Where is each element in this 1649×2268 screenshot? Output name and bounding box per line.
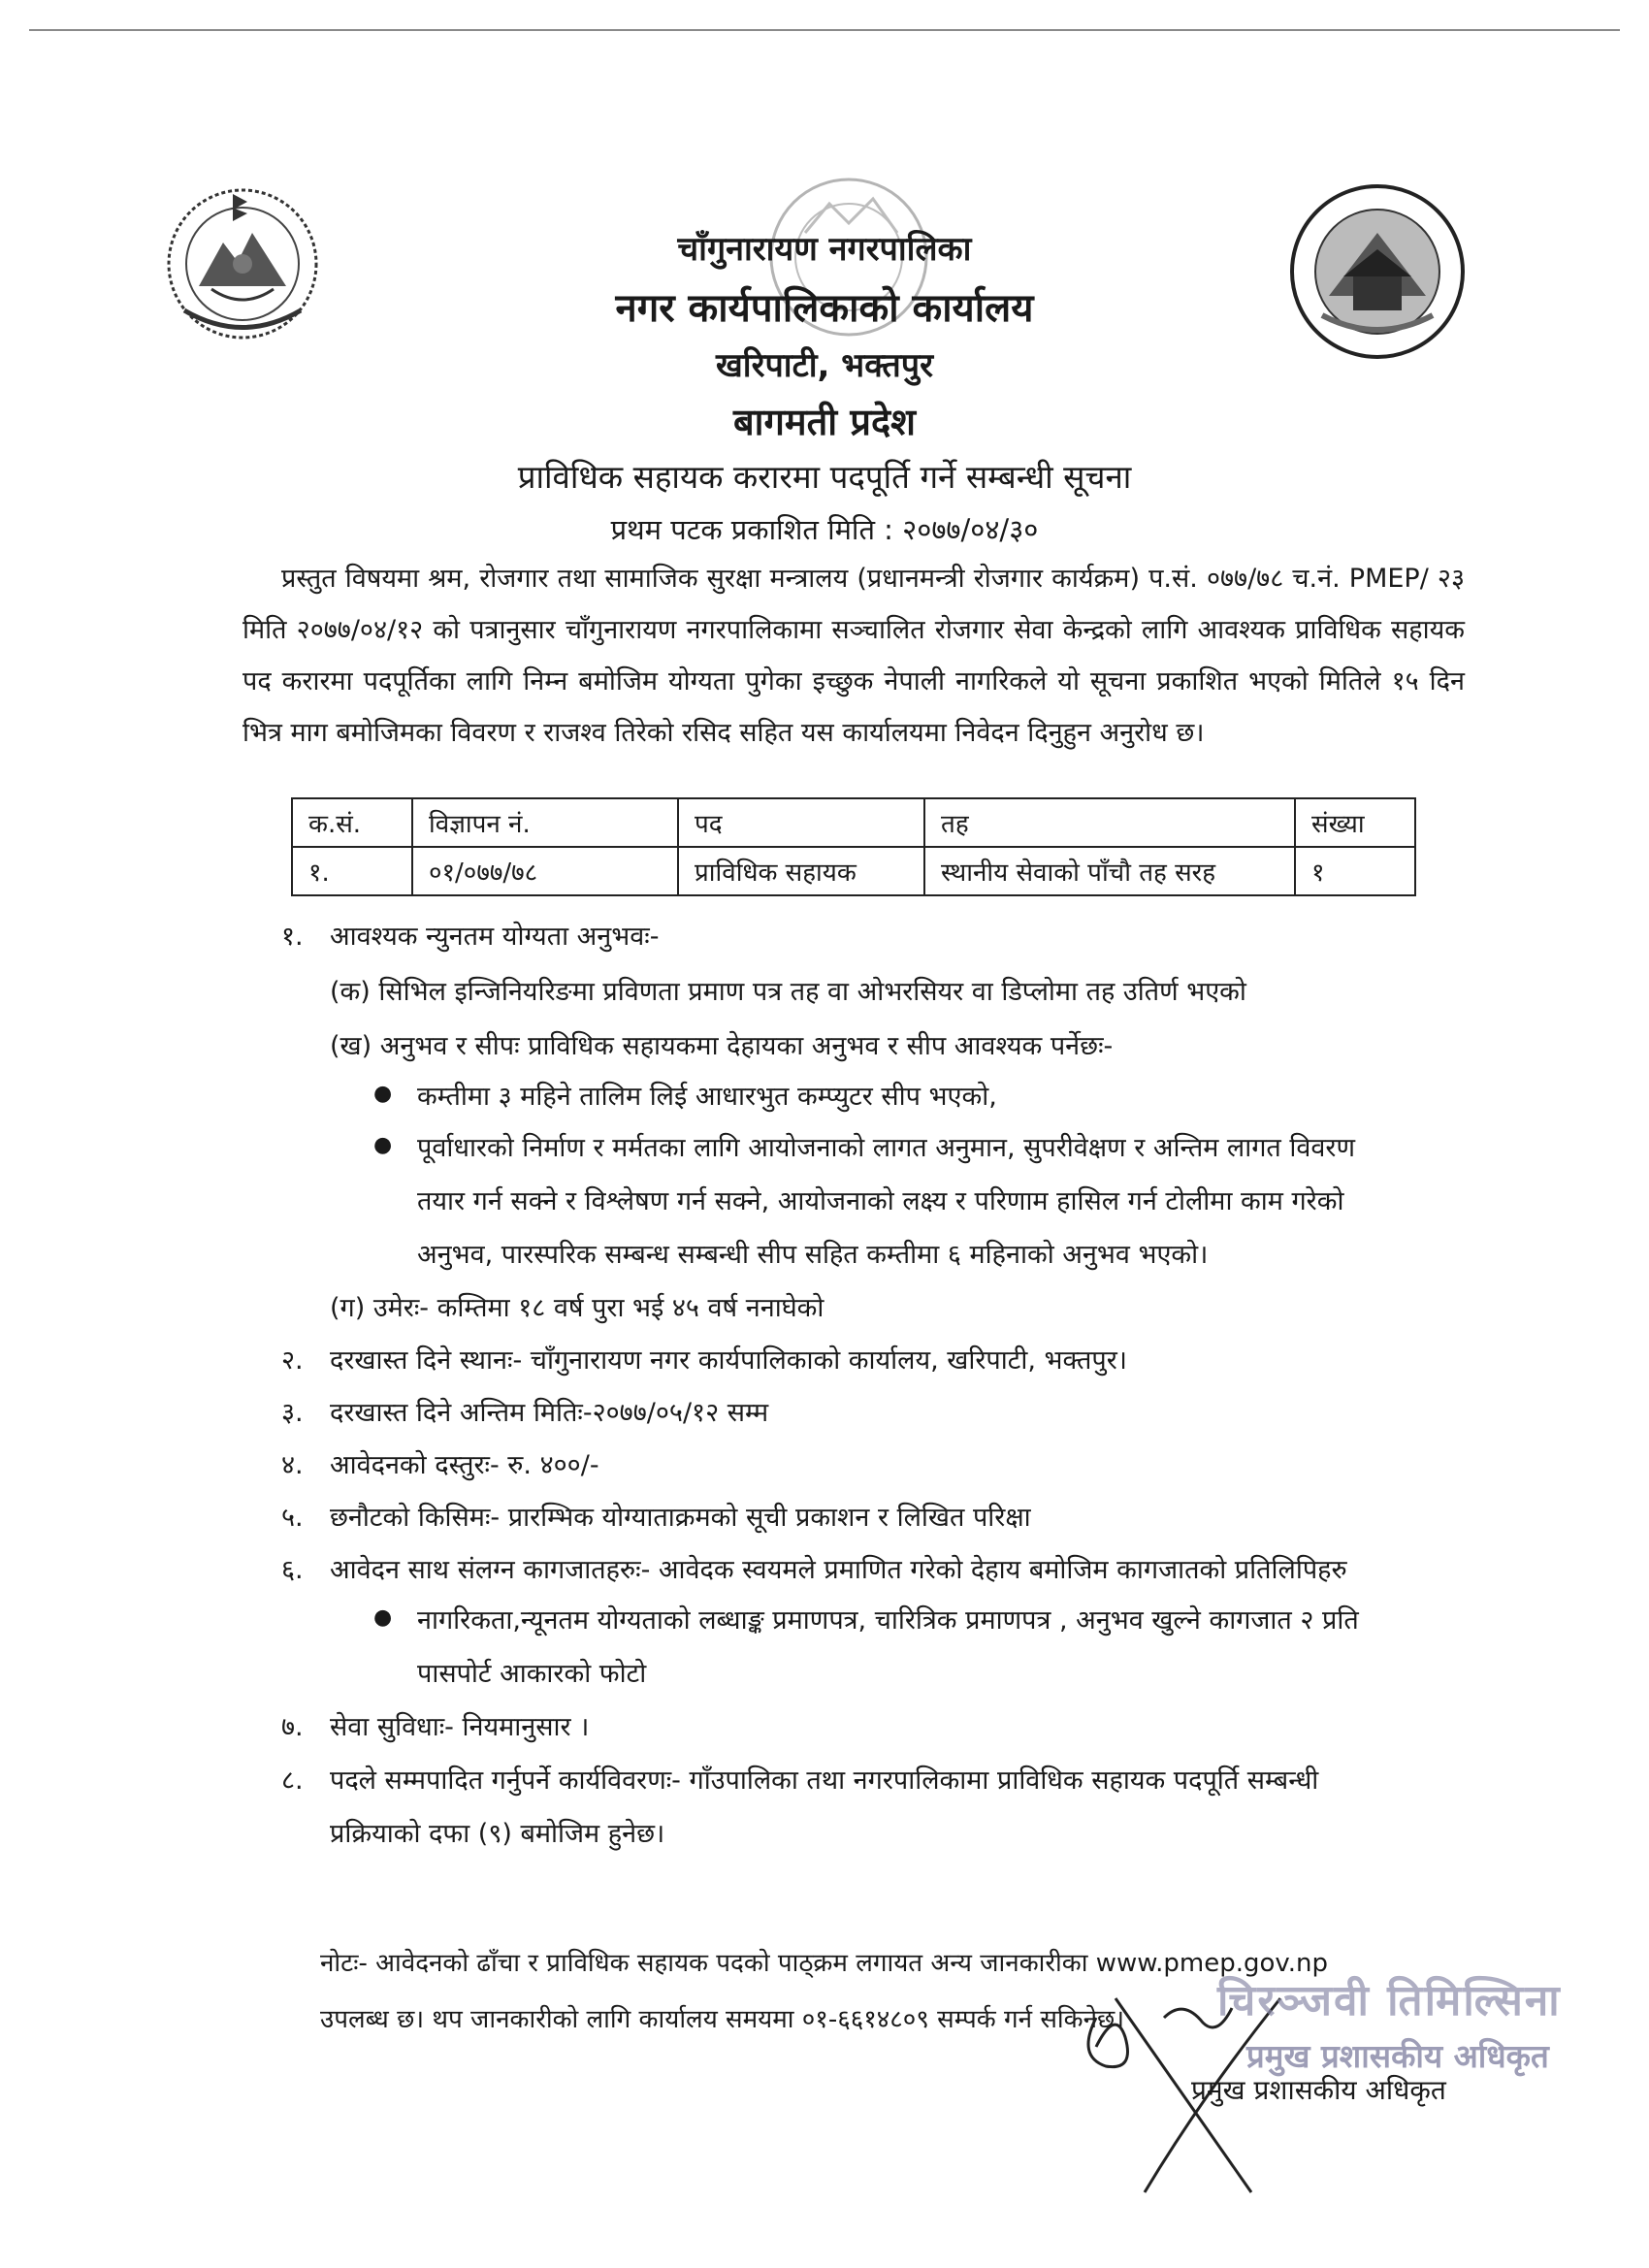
bullet-icon: ● bbox=[373, 1605, 393, 1630]
list-item: प्रक्रियाको दफा (९) बमोजिम हुनेछ। bbox=[330, 1819, 665, 1849]
item-text: दरखास्त दिने स्थानः- चाँगुनारायण नगर कार्यपालिकाको कार्यालय, खरिपाटी, भक्तपुर। bbox=[330, 1345, 1127, 1376]
cell-count: १ bbox=[1295, 847, 1415, 895]
note-line: उपलब्ध छ। थप जानकारीको लागि कार्यालय समयमा ०१-६६१४८०९ सम्पर्क गर्न सकिनेछ। bbox=[320, 2005, 1125, 2034]
col-serial: क.सं. bbox=[292, 798, 412, 847]
bullet-icon: ● bbox=[373, 1133, 393, 1157]
list-item: पूर्वाधारको निर्माण र मर्मतका लागि आयोजनाको लागत अनुमान, सुपरीवेक्षण र अन्तिम लागत विवरण bbox=[417, 1133, 1355, 1163]
item-text: पदले सम्मपादित गर्नुपर्ने कार्यविवरणः- गाँउपालिका तथा नगरपालिकामा प्राविधिक सहायक पदपूर्ति सम्बन्धी bbox=[330, 1766, 1319, 1796]
col-ad-number: विज्ञापन नं. bbox=[412, 798, 678, 847]
cell-ad-number: ०१/०७७/७८ bbox=[412, 847, 678, 895]
list-item bbox=[281, 1341, 1127, 1377]
list-item bbox=[281, 1550, 1347, 1586]
list-item bbox=[281, 917, 659, 953]
list-item: (क) सिभिल इन्जिनियरिङमा प्रविणता प्रमाण पत्र तह वा ओभरसियर वा डिप्लोमा तह उतिर्ण भएको bbox=[330, 977, 1246, 1007]
list-item: अनुभव, पारस्परिक सम्बन्ध सम्बन्धी सीप सहित कम्तीमा ६ महिनाको अनुभव भएको। bbox=[417, 1240, 1209, 1270]
cell-serial: १. bbox=[292, 847, 412, 895]
list-item bbox=[281, 1707, 589, 1743]
list-item: नागरिकता,न्यूनतम योग्यताको लब्धाङ्क प्रमाणपत्र, चारित्रिक प्रमाणपत्र , अनुभव खुल्ने कागजात २ प्रति bbox=[417, 1605, 1359, 1636]
office-name: नगर कार्यपालिकाको कार्यालय bbox=[615, 286, 1034, 331]
item-number: २. bbox=[281, 1345, 304, 1376]
item-text: आवश्यक न्युनतम योग्यता अनुभवः- bbox=[330, 922, 660, 952]
list-item: (ख) अनुभव र सीपः प्राविधिक सहायकमा देहायका अनुभव र सीप आवश्यक पर्नेछः- bbox=[330, 1031, 1114, 1061]
col-count: संख्या bbox=[1295, 798, 1415, 847]
table-row bbox=[292, 847, 1415, 895]
item-text: आवेदनको दस्तुरः- रु. ४००/- bbox=[330, 1450, 599, 1480]
notice-subject: प्राविधिक सहायक करारमा पदपूर्ति गर्ने सम्बन्धी सूचना bbox=[517, 458, 1132, 496]
col-level: तह bbox=[924, 798, 1295, 847]
official-stamp bbox=[1217, 1969, 1586, 2077]
signer-title: प्रमुख प्रशासकीय अधिकृत bbox=[1191, 2074, 1446, 2106]
vacancy-table bbox=[291, 797, 1416, 896]
item-number: ४. bbox=[281, 1450, 304, 1480]
published-date: प्रथम पटक प्रकाशित मिति : २०७७/०४/३० bbox=[610, 513, 1039, 546]
list-item: पासपोर्ट आकारको फोटो bbox=[417, 1659, 647, 1689]
list-item: कम्तीमा ३ महिने तालिम लिई आधारभुत कम्प्युटर सीप भएको, bbox=[417, 1082, 997, 1112]
list-item: (ग) उमेरः- कम्तिमा १८ वर्ष पुरा भई ४५ वर्ष ननाघेको bbox=[330, 1293, 824, 1323]
table-header-row bbox=[292, 798, 1415, 847]
note-line: नोटः- आवेदनको ढाँचा र प्राविधिक सहायक पदको पाठ्क्रम लगायत अन्य जानकारीका www.pmep.gov.np bbox=[320, 1949, 1329, 1978]
stamp-role: प्रमुख प्रशासकीय अधिकृत bbox=[1246, 2037, 1549, 2075]
item-number: ७. bbox=[281, 1712, 304, 1742]
item-number: ८. bbox=[281, 1766, 304, 1796]
item-number: ३. bbox=[281, 1398, 304, 1428]
municipality-name: चाँगुनारायण नगरपालिका bbox=[677, 230, 972, 269]
item-text: सेवा सुविधाः- नियमानुसार । bbox=[330, 1712, 590, 1742]
bullet-icon: ● bbox=[373, 1082, 393, 1106]
stamp-name: चिरञ्जवी तिमिल्सिना bbox=[1217, 1976, 1562, 2025]
list-item bbox=[281, 1445, 599, 1481]
col-post: पद bbox=[678, 798, 924, 847]
item-number: १. bbox=[281, 922, 304, 952]
item-text: आवेदन साथ संलग्न कागजातहरुः- आवेदक स्वयमले प्रमाणित गरेको देहाय बमोजिम कागजातको प्रतिलिपिहरु bbox=[330, 1555, 1347, 1585]
list-item bbox=[281, 1498, 1031, 1534]
item-number: ६. bbox=[281, 1555, 304, 1585]
list-item: तयार गर्न सक्ने र विश्लेषण गर्न सक्ने, आयोजनाको लक्ष्य र परिणाम हासिल गर्न टोलीमा काम गरेको bbox=[417, 1186, 1344, 1216]
cell-level: स्थानीय सेवाको पाँचौ तह सरह bbox=[924, 847, 1295, 895]
item-text: दरखास्त दिने अन्तिम मितिः-२०७७/०५/१२ सम्म bbox=[330, 1398, 769, 1428]
municipality-logo-icon bbox=[1285, 179, 1470, 364]
item-text: छनौटको किसिमः- प्रारम्भिक योग्याताक्रमको सूची प्रकाशन र लिखित परिक्षा bbox=[330, 1503, 1031, 1533]
item-number: ५. bbox=[281, 1503, 304, 1533]
province-name: बागमती प्रदेश bbox=[732, 401, 917, 443]
office-address: खरिपाटी, भक्तपुर bbox=[715, 346, 934, 385]
page-top-edge bbox=[29, 29, 1620, 31]
list-item bbox=[281, 1761, 1318, 1797]
cell-post: प्राविधिक सहायक bbox=[678, 847, 924, 895]
list-item bbox=[281, 1393, 768, 1429]
intro-paragraph: प्रस्तुत विषयमा श्रम, रोजगार तथा सामाजिक सुरक्षा मन्त्रालय (प्रधानमन्त्री रोजगार कार्यक्रम) प.सं. ०७७/७८ च.नं. PMEP/ २३ मिति २०७७/०४/१२ को पत्रानुसार चाँगुनारायण नगरपालिकामा सञ्चालित रोजगार सेवा केन्द्रको लागि आवश्यक प्राविधिक सहायक पद करारमा पदपूर्तिका लागि निम्न बमोजिम योग्यता पुगेका इच्छुक नेपाली नागरिकले यो सूचना प्रकाशित भएको मितिले १५ दिन भित्र माग बमोजिमका विवरण र राजश्व तिरेको रसिद सहित यस कार्यालयमा निवेदन दिनुहुन अनुरोध छ। bbox=[242, 564, 1465, 748]
